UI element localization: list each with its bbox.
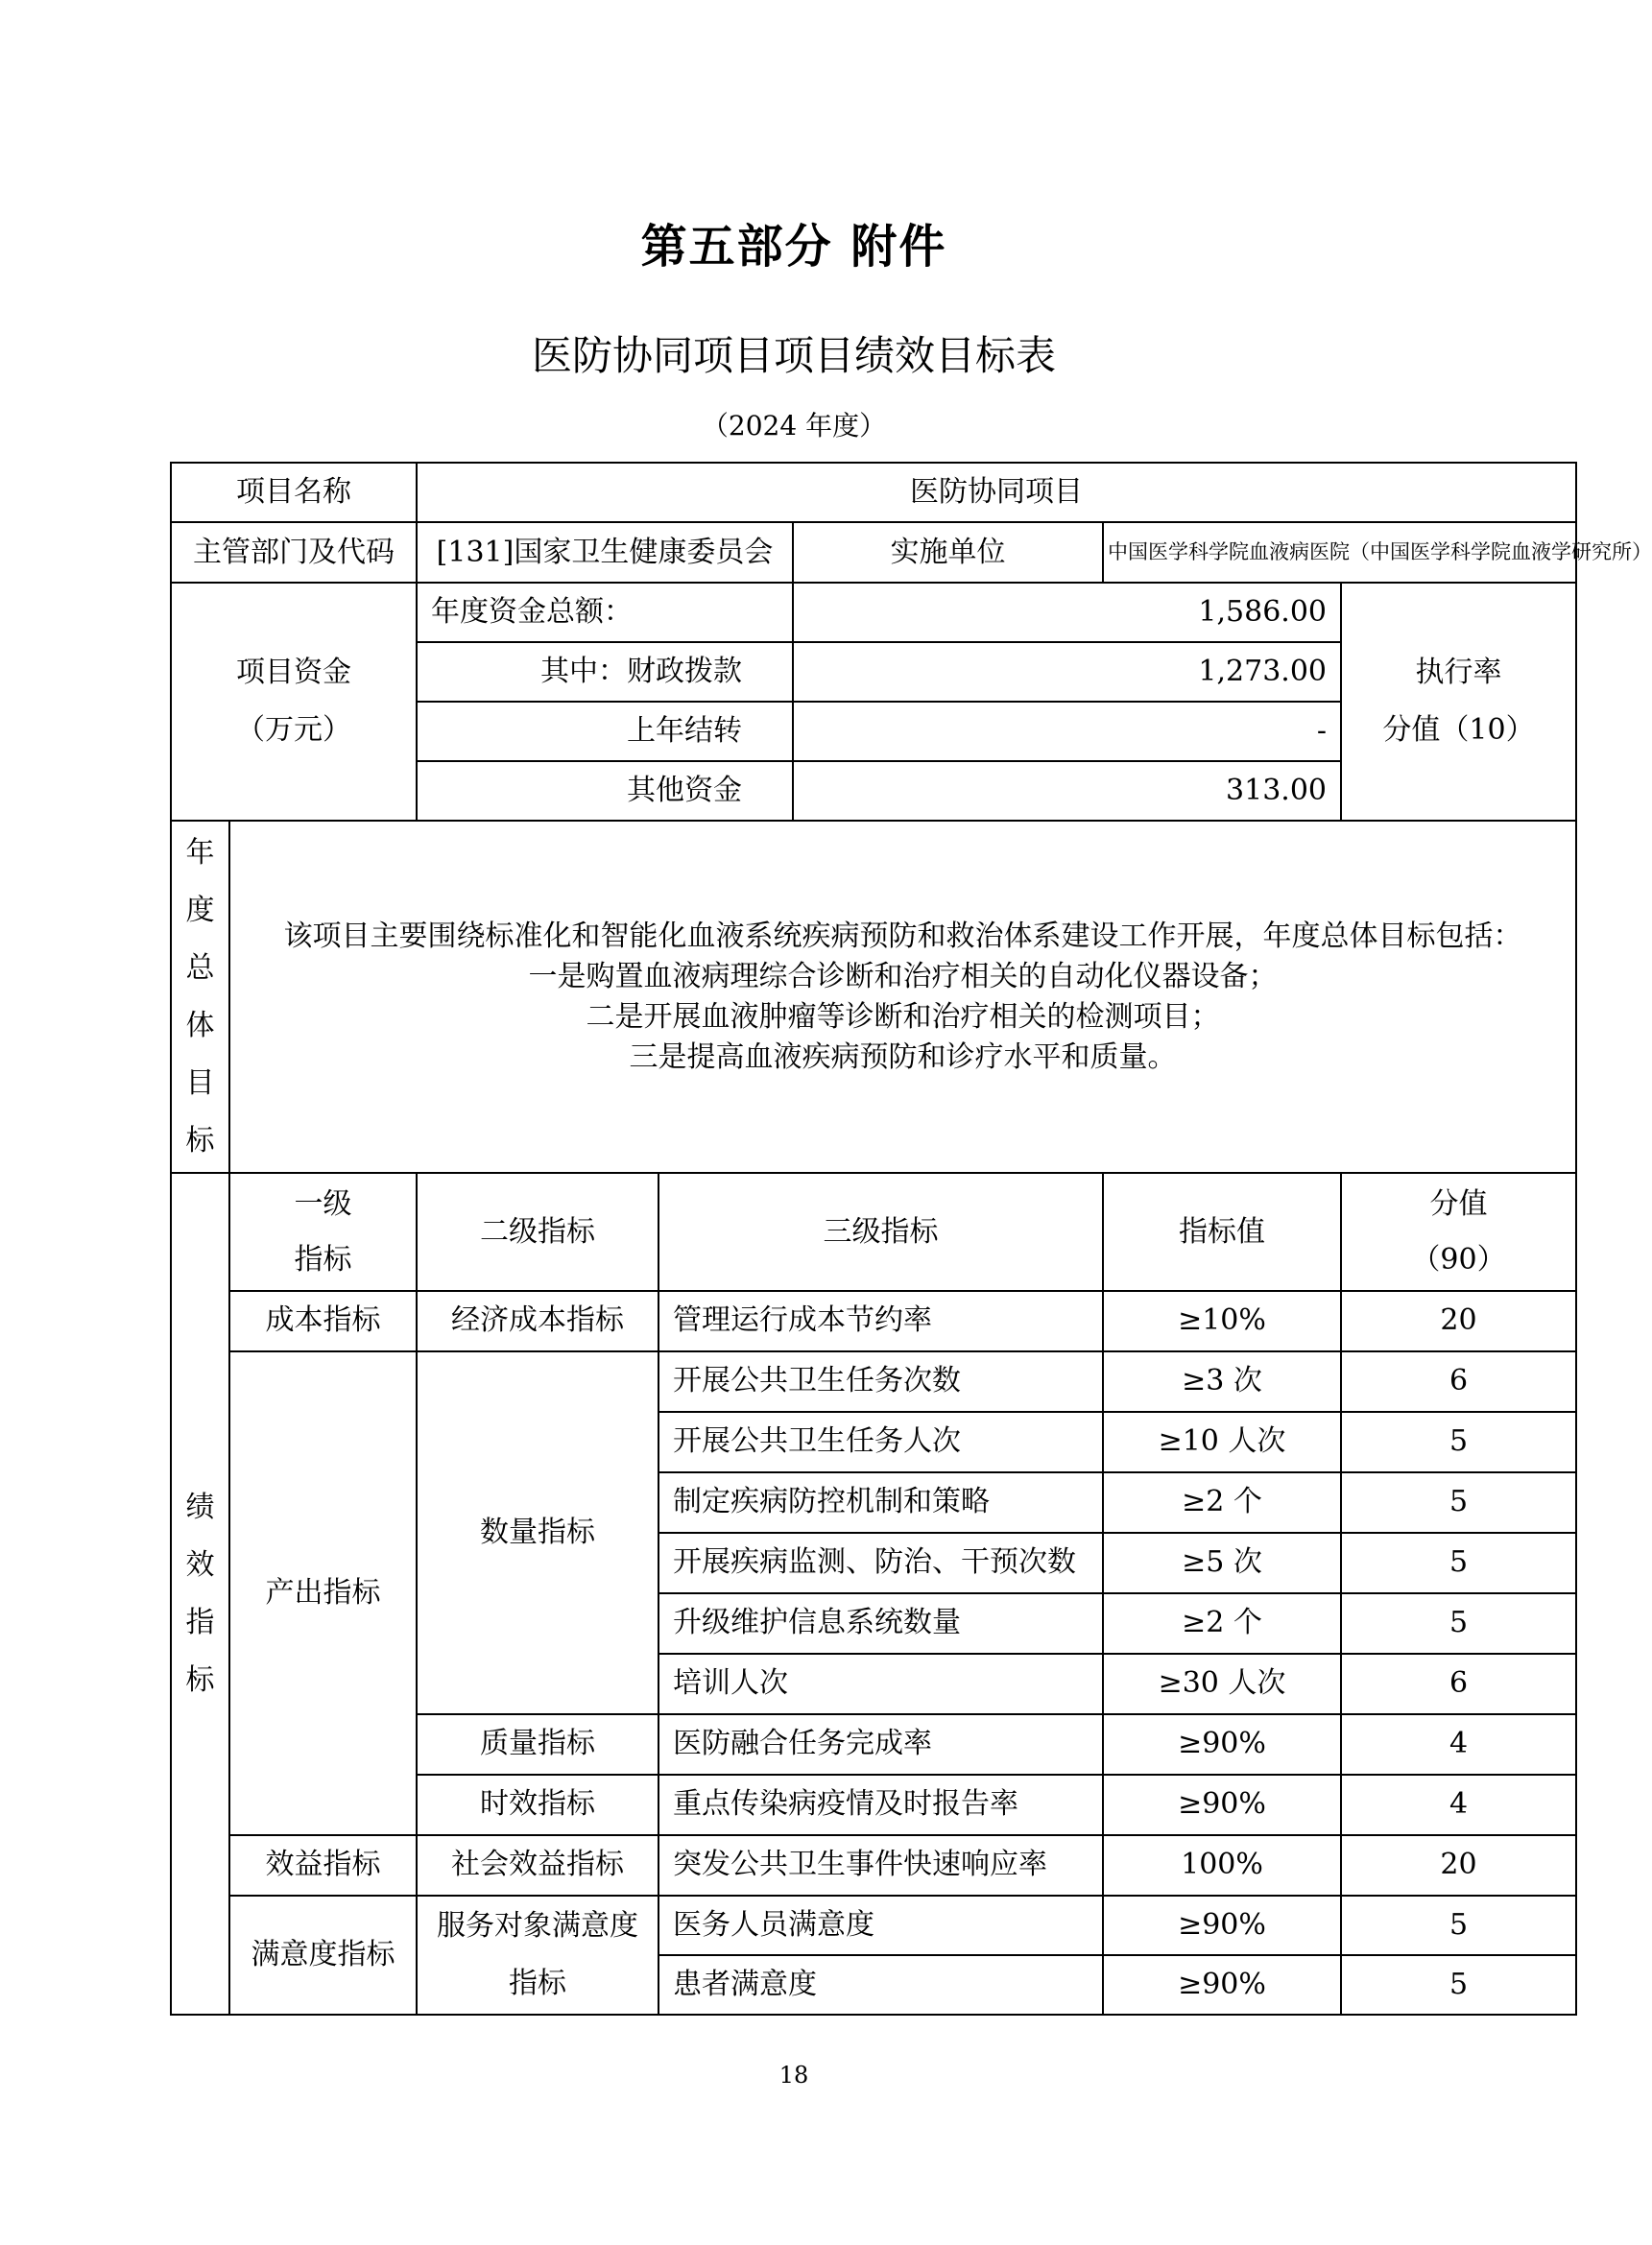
annual-goal-line: 二是开展血液肿瘤等诊断和治疗相关的检测项目； — [586, 999, 1220, 1034]
project-name-label: 项目名称 — [171, 463, 417, 522]
annual-goal-line: 该项目主要围绕标准化和智能化血液系统疾病预防和救治体系建设工作开展，年度总体目标包括： — [283, 919, 1522, 953]
indicator-value: ≥90% — [1103, 1955, 1341, 2015]
header-score — [1341, 1173, 1576, 1291]
performance-label-char: 指 — [185, 1605, 215, 1639]
level3-indicator: 开展公共卫生任务人次 — [658, 1412, 1103, 1472]
indicator-score: 20 — [1341, 1291, 1576, 1350]
table-row — [171, 1291, 1576, 1350]
indicator-score: 5 — [1341, 1896, 1576, 1955]
level3-indicator: 开展公共卫生任务次数 — [658, 1351, 1103, 1412]
indicator-header-row — [171, 1173, 1576, 1291]
indicator-score: 6 — [1341, 1654, 1576, 1714]
table-row — [171, 1351, 1576, 1412]
funds-carryover-label: 上年结转 — [417, 702, 793, 761]
department-value: [131]国家卫生健康委员会 — [417, 522, 793, 583]
indicator-score: 5 — [1341, 1593, 1576, 1654]
table-row — [171, 1896, 1576, 1955]
annual-goals-label-char: 目 — [185, 1065, 215, 1100]
funds-other-label: 其他资金 — [417, 761, 793, 821]
header-score-line1: 分值 — [1429, 1186, 1488, 1221]
implementing-unit-value: 中国医学科学院血液病医院（中国医学科学院血液学研究所） — [1103, 522, 1576, 583]
funds-label-line1: 项目资金 — [236, 656, 351, 690]
level3-indicator: 升级维护信息系统数量 — [658, 1593, 1103, 1654]
funds-row-total — [171, 583, 1576, 642]
performance-indicators-label — [171, 1173, 229, 2015]
level3-indicator: 管理运行成本节约率 — [658, 1291, 1103, 1350]
level3-indicator: 医务人员满意度 — [658, 1896, 1103, 1955]
annual-goals-label-char: 标 — [185, 1123, 215, 1158]
indicator-value: ≥30 人次 — [1103, 1654, 1341, 1714]
indicator-value: ≥90% — [1103, 1896, 1341, 1955]
annual-goals-label-char: 总 — [185, 950, 215, 985]
annual-goals-text — [229, 821, 1576, 1173]
annual-goals-label-char: 体 — [185, 1008, 215, 1042]
funds-fiscal-value: 1,273.00 — [793, 642, 1341, 702]
level3-indicator: 制定疾病防控机制和策略 — [658, 1472, 1103, 1533]
indicator-value: ≥2 个 — [1103, 1472, 1341, 1533]
header-level3: 三级指标 — [658, 1173, 1103, 1291]
indicator-value: ≥2 个 — [1103, 1593, 1341, 1654]
indicator-score: 5 — [1341, 1472, 1576, 1533]
performance-label-char: 标 — [185, 1662, 215, 1697]
funds-fiscal-label: 其中：财政拨款 — [417, 642, 793, 702]
project-name-row — [171, 463, 1576, 522]
annual-goals-row — [171, 821, 1576, 1173]
level2-social-benefit: 社会效益指标 — [417, 1835, 658, 1896]
annual-goals-label — [171, 821, 229, 1173]
header-level1 — [229, 1173, 417, 1291]
level1-benefit: 效益指标 — [229, 1835, 417, 1896]
indicator-value: ≥3 次 — [1103, 1351, 1341, 1412]
indicator-score: 5 — [1341, 1412, 1576, 1472]
execution-rate-cell — [1341, 583, 1576, 821]
project-name-value: 医防协同项目 — [417, 463, 1576, 522]
indicator-score: 6 — [1341, 1351, 1576, 1412]
level2-service-satisfaction-line2: 指标 — [509, 1966, 566, 2000]
level2-timeliness: 时效指标 — [417, 1775, 658, 1835]
table-title: 医防协同项目项目绩效目标表 — [531, 332, 1056, 379]
table-row — [171, 1835, 1576, 1896]
indicator-score: 5 — [1341, 1533, 1576, 1593]
header-score-line2: （90） — [1411, 1242, 1506, 1277]
level3-indicator: 医防融合任务完成率 — [658, 1714, 1103, 1775]
header-value: 指标值 — [1103, 1173, 1341, 1291]
execution-rate-score: 分值（10） — [1382, 713, 1535, 748]
indicator-score: 4 — [1341, 1714, 1576, 1775]
header-level1-line1: 一级 — [294, 1186, 352, 1221]
level3-indicator: 患者满意度 — [658, 1955, 1103, 2015]
indicator-value: 100% — [1103, 1835, 1341, 1896]
execution-rate-label: 执行率 — [1415, 656, 1502, 690]
indicator-value: ≥90% — [1103, 1714, 1341, 1775]
part-title: 第五部分 附件 — [640, 220, 947, 274]
level3-indicator: 开展疾病监测、防治、干预次数 — [658, 1533, 1103, 1593]
level3-indicator: 重点传染病疫情及时报告率 — [658, 1775, 1103, 1835]
indicator-value: ≥90% — [1103, 1775, 1341, 1835]
level2-quantity: 数量指标 — [417, 1351, 658, 1714]
level2-service-satisfaction — [417, 1896, 658, 2015]
level2-quality: 质量指标 — [417, 1714, 658, 1775]
level1-satisfaction: 满意度指标 — [229, 1896, 417, 2015]
indicator-value: ≥10% — [1103, 1291, 1341, 1350]
funds-label — [171, 583, 417, 821]
level3-indicator: 突发公共卫生事件快速响应率 — [658, 1835, 1103, 1896]
level2-service-satisfaction-line1: 服务对象满意度 — [437, 1908, 638, 1943]
funds-total-value: 1,586.00 — [793, 583, 1341, 642]
department-label: 主管部门及代码 — [171, 522, 417, 583]
funds-carryover-value: - — [793, 702, 1341, 761]
indicator-score: 4 — [1341, 1775, 1576, 1835]
indicator-score: 20 — [1341, 1835, 1576, 1896]
funds-label-line2: （万元） — [236, 713, 351, 748]
performance-goal-table — [170, 462, 1652, 2016]
implementing-unit-label: 实施单位 — [793, 522, 1103, 583]
level3-indicator: 培训人次 — [658, 1654, 1103, 1714]
performance-label-char: 绩 — [185, 1490, 215, 1524]
indicator-score: 5 — [1341, 1955, 1576, 2015]
annual-goal-line: 一是购置血液病理综合诊断和治疗相关的自动化仪器设备； — [528, 959, 1278, 993]
level1-cost: 成本指标 — [229, 1291, 417, 1350]
indicator-value: ≥10 人次 — [1103, 1412, 1341, 1472]
header-level2: 二级指标 — [417, 1173, 658, 1291]
department-row — [171, 522, 1576, 583]
funds-total-label: 年度资金总额： — [417, 583, 793, 642]
annual-goal-line: 三是提高血液疾病预防和诊疗水平和质量。 — [629, 1039, 1177, 1074]
level1-output: 产出指标 — [229, 1351, 417, 1835]
header-level1-line2: 指标 — [294, 1242, 352, 1277]
fiscal-year: （2024 年度） — [701, 410, 887, 442]
performance-label-char: 效 — [185, 1547, 215, 1582]
annual-goals-label-char: 度 — [185, 893, 215, 927]
indicator-value: ≥5 次 — [1103, 1533, 1341, 1593]
page-number: 18 — [778, 2062, 809, 2089]
level2-economic-cost: 经济成本指标 — [417, 1291, 658, 1350]
funds-other-value: 313.00 — [793, 761, 1341, 821]
annual-goals-label-char: 年 — [185, 835, 215, 870]
